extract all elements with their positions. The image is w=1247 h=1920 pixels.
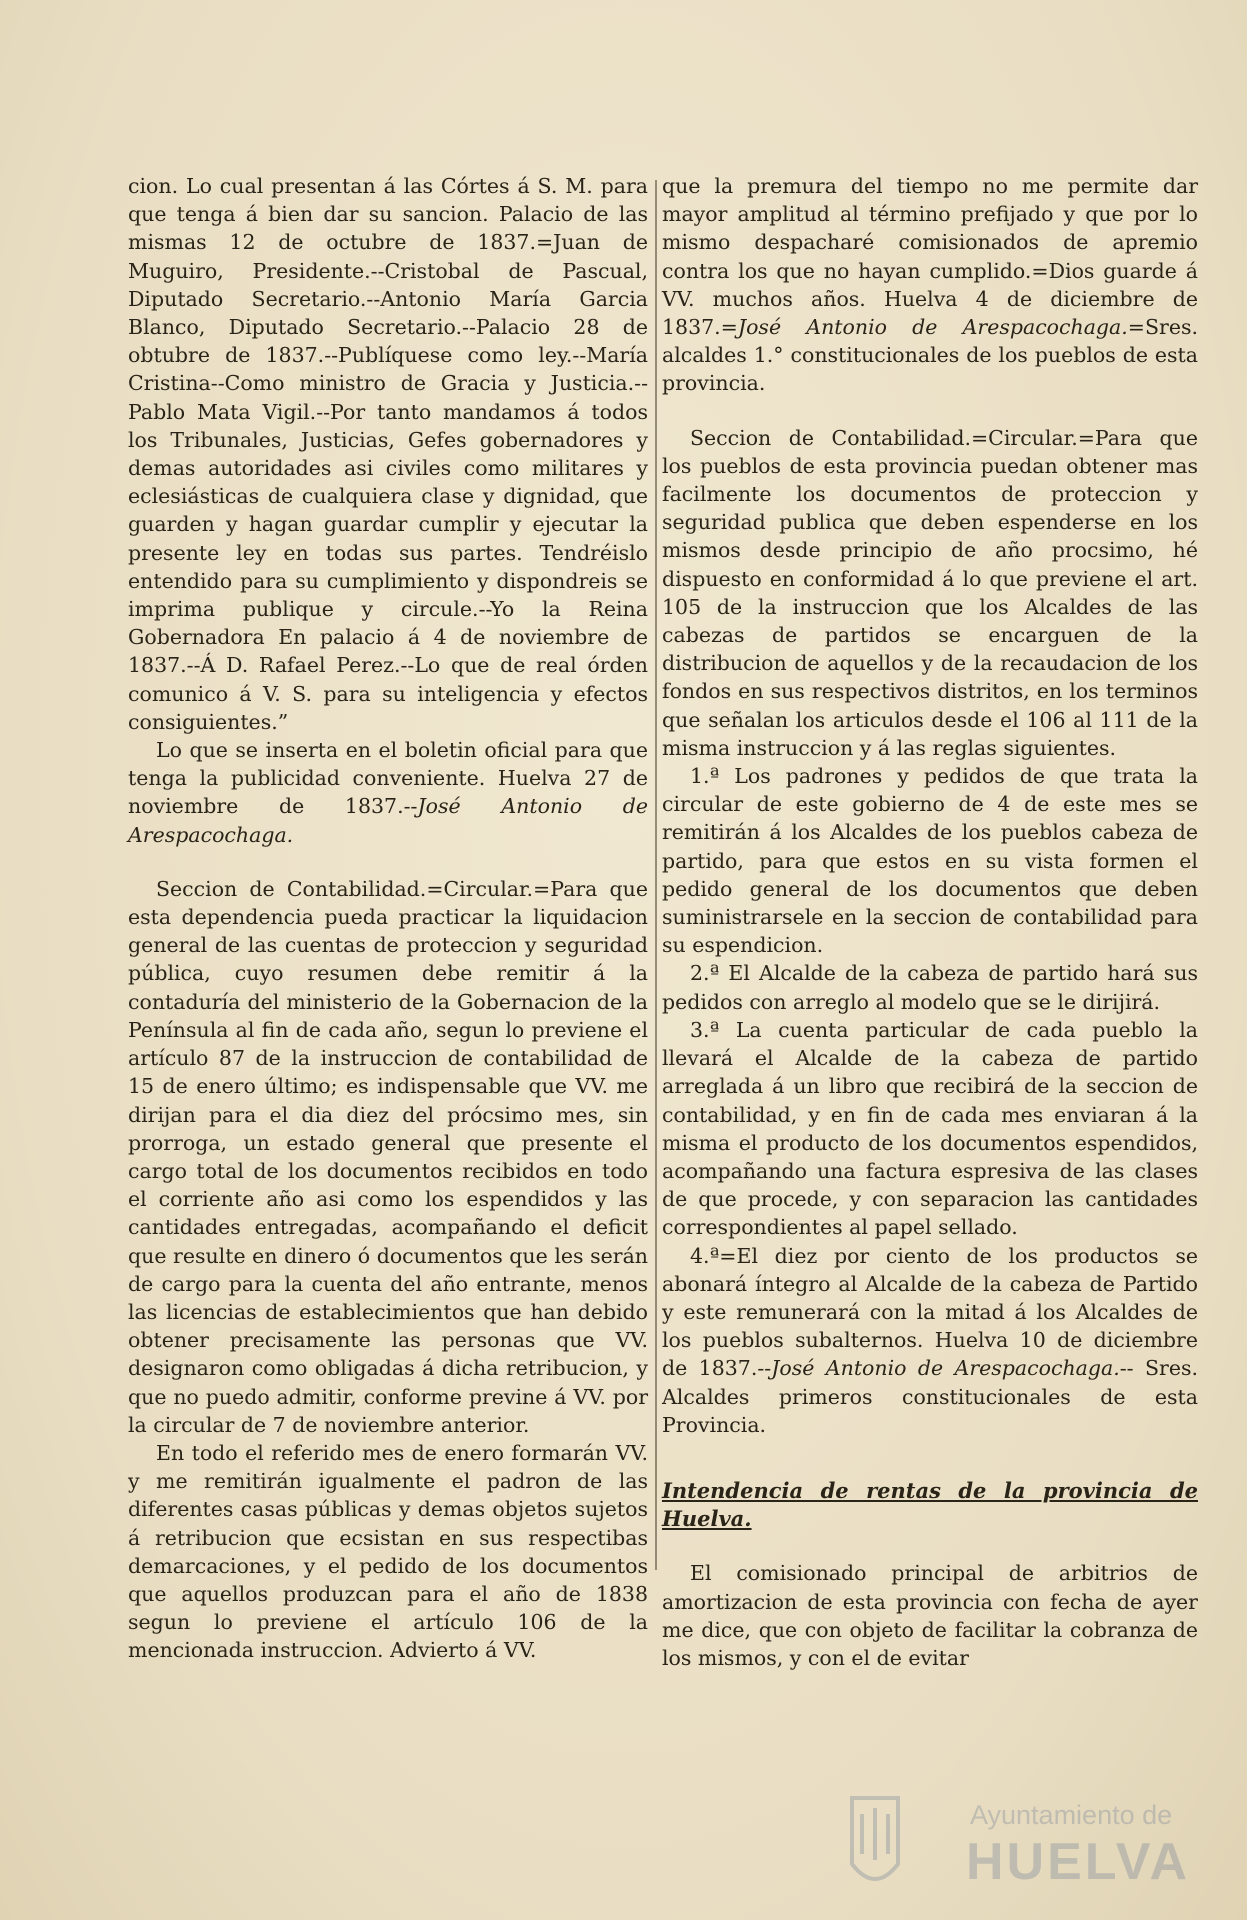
signature-arespacochaga: José Antonio de Arespacochaga. bbox=[737, 315, 1128, 340]
signature-arespacochaga: José Antonio de Arespacochaga. bbox=[128, 794, 648, 847]
shield-icon bbox=[848, 1794, 902, 1894]
rule-1: 1.ª Los padrones y pedidos de que trata la circular de este gobierno de 4 de este mes se remitirán á los Alcaldes de los pueblos cabeza de partido, para que estos en su vista formen el pedido general de los documentos que deben suministrarsele en la seccion de contabilidad para su espendicion. bbox=[662, 764, 1198, 958]
right-column bbox=[662, 172, 1198, 1672]
watermark-line1: Ayuntamiento de bbox=[970, 1800, 1173, 1830]
intendencia-paragraph: El comisionado principal de arbitrios de amortizacion de esta provincia con fecha de ayer me dice, que con objeto de facilitar la cobranza de los mismos, y con el de evitar bbox=[662, 1561, 1198, 1670]
circular-contabilidad-1-cont: En todo el referido mes de enero formarán VV. y me remitirán igualmente el padron de las diferentes casas públicas y demas objetos sujetos á retribucion que ecsistan en sus respectibas demarcaciones, y el pedido de los documentos que aquellos produzcan para el año de 1838 segun lo previene el artículo 106 de la mencionada instruccion. Advierto á VV. bbox=[128, 1440, 648, 1663]
section-heading-intendencia: Intendencia de rentas de la provincia de Huelva. bbox=[662, 1477, 1198, 1532]
addressees-alcaldes: =Sres. alcaldes 1.° constitucionales de los pueblos de esta provincia. bbox=[662, 315, 1198, 396]
rule-2: 2.ª El Alcalde de la cabeza de partido hará sus pedidos con arreglo al modelo que se le dirijirá. bbox=[662, 961, 1198, 1014]
circular-1-closing bbox=[662, 172, 1198, 398]
addressees-alcaldes-primeros: -- Sres. Alcaldes primeros constitucionales de esta Provincia. bbox=[662, 1356, 1198, 1437]
watermark-line2: HUELVA bbox=[966, 1833, 1191, 1891]
left-column bbox=[128, 172, 648, 1665]
rule-3: 3.ª La cuenta particular de cada pueblo la llevará el Alcalde de la cabeza de partido arreglada á un libro que recibirá de la seccion de contabilidad, y en fin de cada mes enviaran á la misma el producto de los documentos espendidos, acompañando una factura espresiva de las clases de que procede, y con separacion las cantidades correspondientes al papel sellado. bbox=[662, 1017, 1198, 1240]
insertion-notice-text: Lo que se inserta en el boletin oficial para que tenga la publicidad conveniente. Huelva 27 de noviembre de 1837.-- bbox=[128, 738, 648, 819]
insertion-notice bbox=[128, 736, 648, 849]
signature-arespacochaga: José Antonio de Arespacochaga. bbox=[771, 1356, 1120, 1381]
circular-contabilidad-2: Seccion de Contabilidad.=Circular.=Para que los pueblos de esta provincia puedan obtener mas facilmente los documentos de proteccion y seguridad publica que deben espenderse en los mismos desde principio de año procsimo, hé dispuesto en conformidad á lo que previene el art. 105 de la instruccion que los Alcaldes de las cabezas de partidos se encarguen de la distribucion de aquellos y de la recaudacion de los fondos en sus respectivos distritos, en los terminos que señalan los articulos desde el 106 al 111 de la misma instruccion y á las reglas siguientes. bbox=[662, 425, 1198, 760]
law-closing-paragraph: cion. Lo cual presentan á las Córtes á S. M. para que tenga á bien dar su sancion. Palacio de las mismas 12 de octubre de 1837.=Juan de Muguiro, Presidente.--Cristobal de Pascual, Diputado Secretario.--Antonio María Garcia Blanco, Diputado Secretario.--Palacio 28 de obtubre de 1837.--Publíquese como ley.--María Cristina--Como ministro de Gracia y Justicia.--Pablo Mata Vigil.--Por tanto mandamos á todos los Tribunales, Justicias, Gefes gobernadores y demas autoridades asi civiles como militares y eclesiásticas de cualquiera clase y dignidad, que guarden y hagan guardar cumplir y ejecutar la presente ley en todas sus partes. Tendréislo entendido para su cumplimiento y dispondreis se imprima publique y circule.--Yo la Reina Gobernadora En palacio á 4 de noviembre de 1837.--Á D. Rafael Perez.--Lo que de real órden comunico á V. S. para su inteligencia y efectos consiguientes.” bbox=[128, 174, 648, 734]
rule-4 bbox=[662, 1242, 1198, 1439]
column-divider bbox=[655, 180, 657, 1570]
circular-contabilidad-1: Seccion de Contabilidad.=Circular.=Para que esta dependencia pueda practicar la liquidacion general de las cuentas de proteccion y seguridad pública, cuyo resumen debe remitir á la contaduría del ministerio de la Gobernacion de la Península al fin de cada año, segun lo previene el artículo 87 de la instruccion de contabilidad de 15 de enero último; es indispensable que VV. me dirijan para el dia diez del prócsimo mes, sin prorroga, un estado general que presente el cargo total de los documentos recibidos en todo el corriente año asi como los espendidos y las cantidades entregadas, acompañando el deficit que resulte en dinero ó documentos que les serán de cargo para la cuenta del año entrante, menos las licencias de establecimientos que han debido obtener precisamente las personas que VV. designaron como obligadas á dicha retribucion, y que no puedo admitir, conforme previne á VV. por la circular de 7 de noviembre anterior. bbox=[128, 876, 648, 1437]
ayuntamiento-huelva-watermark bbox=[848, 1790, 1191, 1900]
rule-4-text: 4.ª=El diez por ciento de los productos se abonará íntegro al Alcalde de la cabeza de Partido y este remunerará con la mitad á los Alcaldes de los pueblos subalternos. Huelva 10 de diciembre de 1837.-- bbox=[662, 1243, 1198, 1381]
circular-1-closing-text: que la premura del tiempo no me permite dar mayor amplitud al término prefijado y que por lo mismo despacharé comisionados de apremio contra los que no hayan cumplido.=Dios guarde á VV. muchos años. Huelva 4 de diciembre de 1837.= bbox=[662, 174, 1198, 340]
